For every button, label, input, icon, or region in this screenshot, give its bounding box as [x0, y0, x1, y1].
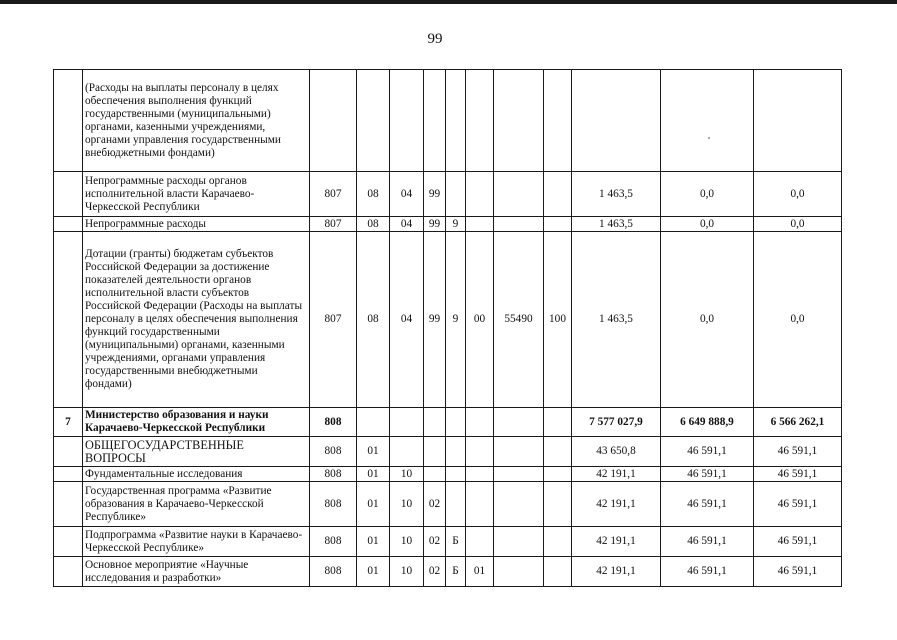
code-event: 01	[466, 557, 494, 587]
code-direction	[494, 408, 544, 437]
amount-year-2: 6 649 888,9	[661, 408, 754, 437]
row-index	[54, 557, 83, 587]
code-subprogram: Б	[446, 557, 466, 587]
amount-year-1	[572, 70, 661, 172]
row-index	[54, 482, 83, 527]
amount-year-2: 46 591,1	[661, 437, 754, 467]
code-grbs: 807	[310, 232, 357, 408]
amount-year-1: 1 463,5	[572, 217, 661, 232]
amount-year-1: 42 191,1	[572, 557, 661, 587]
table-row	[54, 172, 842, 217]
amount-year-1: 1 463,5	[572, 232, 661, 408]
amount-year-3: 0,0	[754, 217, 842, 232]
code-event	[466, 467, 494, 482]
amount-year-1: 42 191,1	[572, 467, 661, 482]
scan-speck	[708, 137, 710, 139]
row-description: Дотации (гранты) бюджетам субъектов Российской Федерации за достижение показателей деятельности органов исполнительной власти субъектов Российской Федерации (Расходы на выплаты персоналу в целях обеспечения выполнения функций государственными (муниципальными) органами, казенными учреждениями, органами управления государственными внебюджетными фондами)	[83, 232, 310, 408]
code-program: 99	[424, 217, 446, 232]
code-direction	[494, 467, 544, 482]
code-subprogram	[446, 437, 466, 467]
code-grbs: 808	[310, 482, 357, 527]
table-row	[54, 437, 842, 467]
amount-year-3: 46 591,1	[754, 557, 842, 587]
code-section: 08	[357, 172, 390, 217]
amount-year-3: 0,0	[754, 232, 842, 408]
code-expense-type	[544, 467, 572, 482]
code-event	[466, 172, 494, 217]
amount-year-1: 42 191,1	[572, 482, 661, 527]
code-event	[466, 437, 494, 467]
row-description: Государственная программа «Развитие образования в Карачаево-Черкесской Республике»	[83, 482, 310, 527]
code-subsection: 10	[390, 527, 424, 557]
code-grbs: 807	[310, 172, 357, 217]
code-subprogram	[446, 408, 466, 437]
amount-year-1: 1 463,5	[572, 172, 661, 217]
code-program: 02	[424, 482, 446, 527]
code-section: 01	[357, 527, 390, 557]
code-direction	[494, 172, 544, 217]
amount-year-1: 7 577 027,9	[572, 408, 661, 437]
row-index	[54, 232, 83, 408]
row-index	[54, 217, 83, 232]
code-section: 01	[357, 467, 390, 482]
code-subsection: 10	[390, 467, 424, 482]
code-subprogram	[446, 70, 466, 172]
code-program: 02	[424, 557, 446, 587]
table-row	[54, 467, 842, 482]
code-event	[466, 408, 494, 437]
code-subsection	[390, 70, 424, 172]
code-program	[424, 408, 446, 437]
amount-year-3	[754, 70, 842, 172]
code-grbs: 807	[310, 217, 357, 232]
code-event	[466, 217, 494, 232]
code-expense-type: 100	[544, 232, 572, 408]
code-grbs	[310, 70, 357, 172]
row-description: Подпрограмма «Развитие науки в Карачаево-Черкесской Республике»	[83, 527, 310, 557]
code-subprogram	[446, 482, 466, 527]
code-direction	[494, 527, 544, 557]
code-section	[357, 408, 390, 437]
row-index	[54, 467, 83, 482]
code-expense-type	[544, 70, 572, 172]
row-index	[54, 437, 83, 467]
code-subsection	[390, 408, 424, 437]
code-subprogram: 9	[446, 232, 466, 408]
code-direction	[494, 482, 544, 527]
row-description: ОБЩЕГОСУДАРСТВЕННЫЕ ВОПРОСЫ	[83, 437, 310, 467]
code-subsection: 04	[390, 232, 424, 408]
amount-year-3: 46 591,1	[754, 482, 842, 527]
code-direction: 55490	[494, 232, 544, 408]
row-description: Непрограммные расходы	[83, 217, 310, 232]
table-row	[54, 527, 842, 557]
code-expense-type	[544, 557, 572, 587]
code-expense-type	[544, 437, 572, 467]
code-event	[466, 527, 494, 557]
code-event: 00	[466, 232, 494, 408]
code-expense-type	[544, 408, 572, 437]
row-description: Фундаментальные исследования	[83, 467, 310, 482]
code-program: 99	[424, 172, 446, 217]
code-grbs: 808	[310, 527, 357, 557]
code-expense-type	[544, 217, 572, 232]
code-grbs: 808	[310, 467, 357, 482]
row-index	[54, 70, 83, 172]
code-direction	[494, 217, 544, 232]
row-description: Непрограммные расходы органов исполнительной власти Карачаево-Черкесской Республики	[83, 172, 310, 217]
amount-year-3: 46 591,1	[754, 437, 842, 467]
table-row	[54, 557, 842, 587]
code-expense-type	[544, 172, 572, 217]
amount-year-3: 46 591,1	[754, 467, 842, 482]
code-subsection: 10	[390, 482, 424, 527]
code-section: 08	[357, 217, 390, 232]
code-program	[424, 437, 446, 467]
amount-year-1: 42 191,1	[572, 527, 661, 557]
code-subprogram: Б	[446, 527, 466, 557]
code-subprogram	[446, 467, 466, 482]
row-description: Министерство образования и науки Карачаево-Черкесской Республики	[83, 408, 310, 437]
code-direction	[494, 437, 544, 467]
table-row	[54, 70, 842, 172]
row-description: Основное мероприятие «Научные исследования и разработки»	[83, 557, 310, 587]
code-direction	[494, 70, 544, 172]
code-program: 02	[424, 527, 446, 557]
code-grbs: 808	[310, 557, 357, 587]
amount-year-3: 6 566 262,1	[754, 408, 842, 437]
amount-year-2: 0,0	[661, 172, 754, 217]
table-row	[54, 217, 842, 232]
code-section: 01	[357, 437, 390, 467]
code-subprogram: 9	[446, 217, 466, 232]
code-subsection: 10	[390, 557, 424, 587]
code-subsection: 04	[390, 217, 424, 232]
code-section: 01	[357, 482, 390, 527]
table-row	[54, 482, 842, 527]
page-number: 99	[427, 31, 443, 47]
code-subprogram	[446, 172, 466, 217]
table-row-ministry	[54, 408, 842, 437]
code-expense-type	[544, 482, 572, 527]
code-section: 08	[357, 232, 390, 408]
code-program: 99	[424, 232, 446, 408]
amount-year-2: 46 591,1	[661, 467, 754, 482]
amount-year-2: 46 591,1	[661, 557, 754, 587]
row-index	[54, 172, 83, 217]
code-expense-type	[544, 527, 572, 557]
row-index: 7	[54, 408, 83, 437]
amount-year-2: 46 591,1	[661, 527, 754, 557]
code-program	[424, 70, 446, 172]
budget-table	[53, 69, 842, 587]
code-subsection: 04	[390, 172, 424, 217]
amount-year-2: 0,0	[661, 232, 754, 408]
amount-year-3: 0,0	[754, 172, 842, 217]
code-event	[466, 482, 494, 527]
table-row	[54, 232, 842, 408]
amount-year-3: 46 591,1	[754, 527, 842, 557]
code-direction	[494, 557, 544, 587]
amount-year-2: 46 591,1	[661, 482, 754, 527]
code-grbs: 808	[310, 437, 357, 467]
top-border-rule	[0, 0, 897, 4]
amount-year-1: 43 650,8	[572, 437, 661, 467]
amount-year-2: 0,0	[661, 217, 754, 232]
code-event	[466, 70, 494, 172]
code-grbs: 808	[310, 408, 357, 437]
code-section	[357, 70, 390, 172]
amount-year-2	[661, 70, 754, 172]
row-index	[54, 527, 83, 557]
code-section: 01	[357, 557, 390, 587]
code-subsection	[390, 437, 424, 467]
code-program	[424, 467, 446, 482]
row-description: (Расходы на выплаты персоналу в целях обеспечения выполнения функций государственными (муниципальными) органами, казенными учреждениями, органами управления государственными внебюджетными фондами)	[83, 70, 310, 172]
